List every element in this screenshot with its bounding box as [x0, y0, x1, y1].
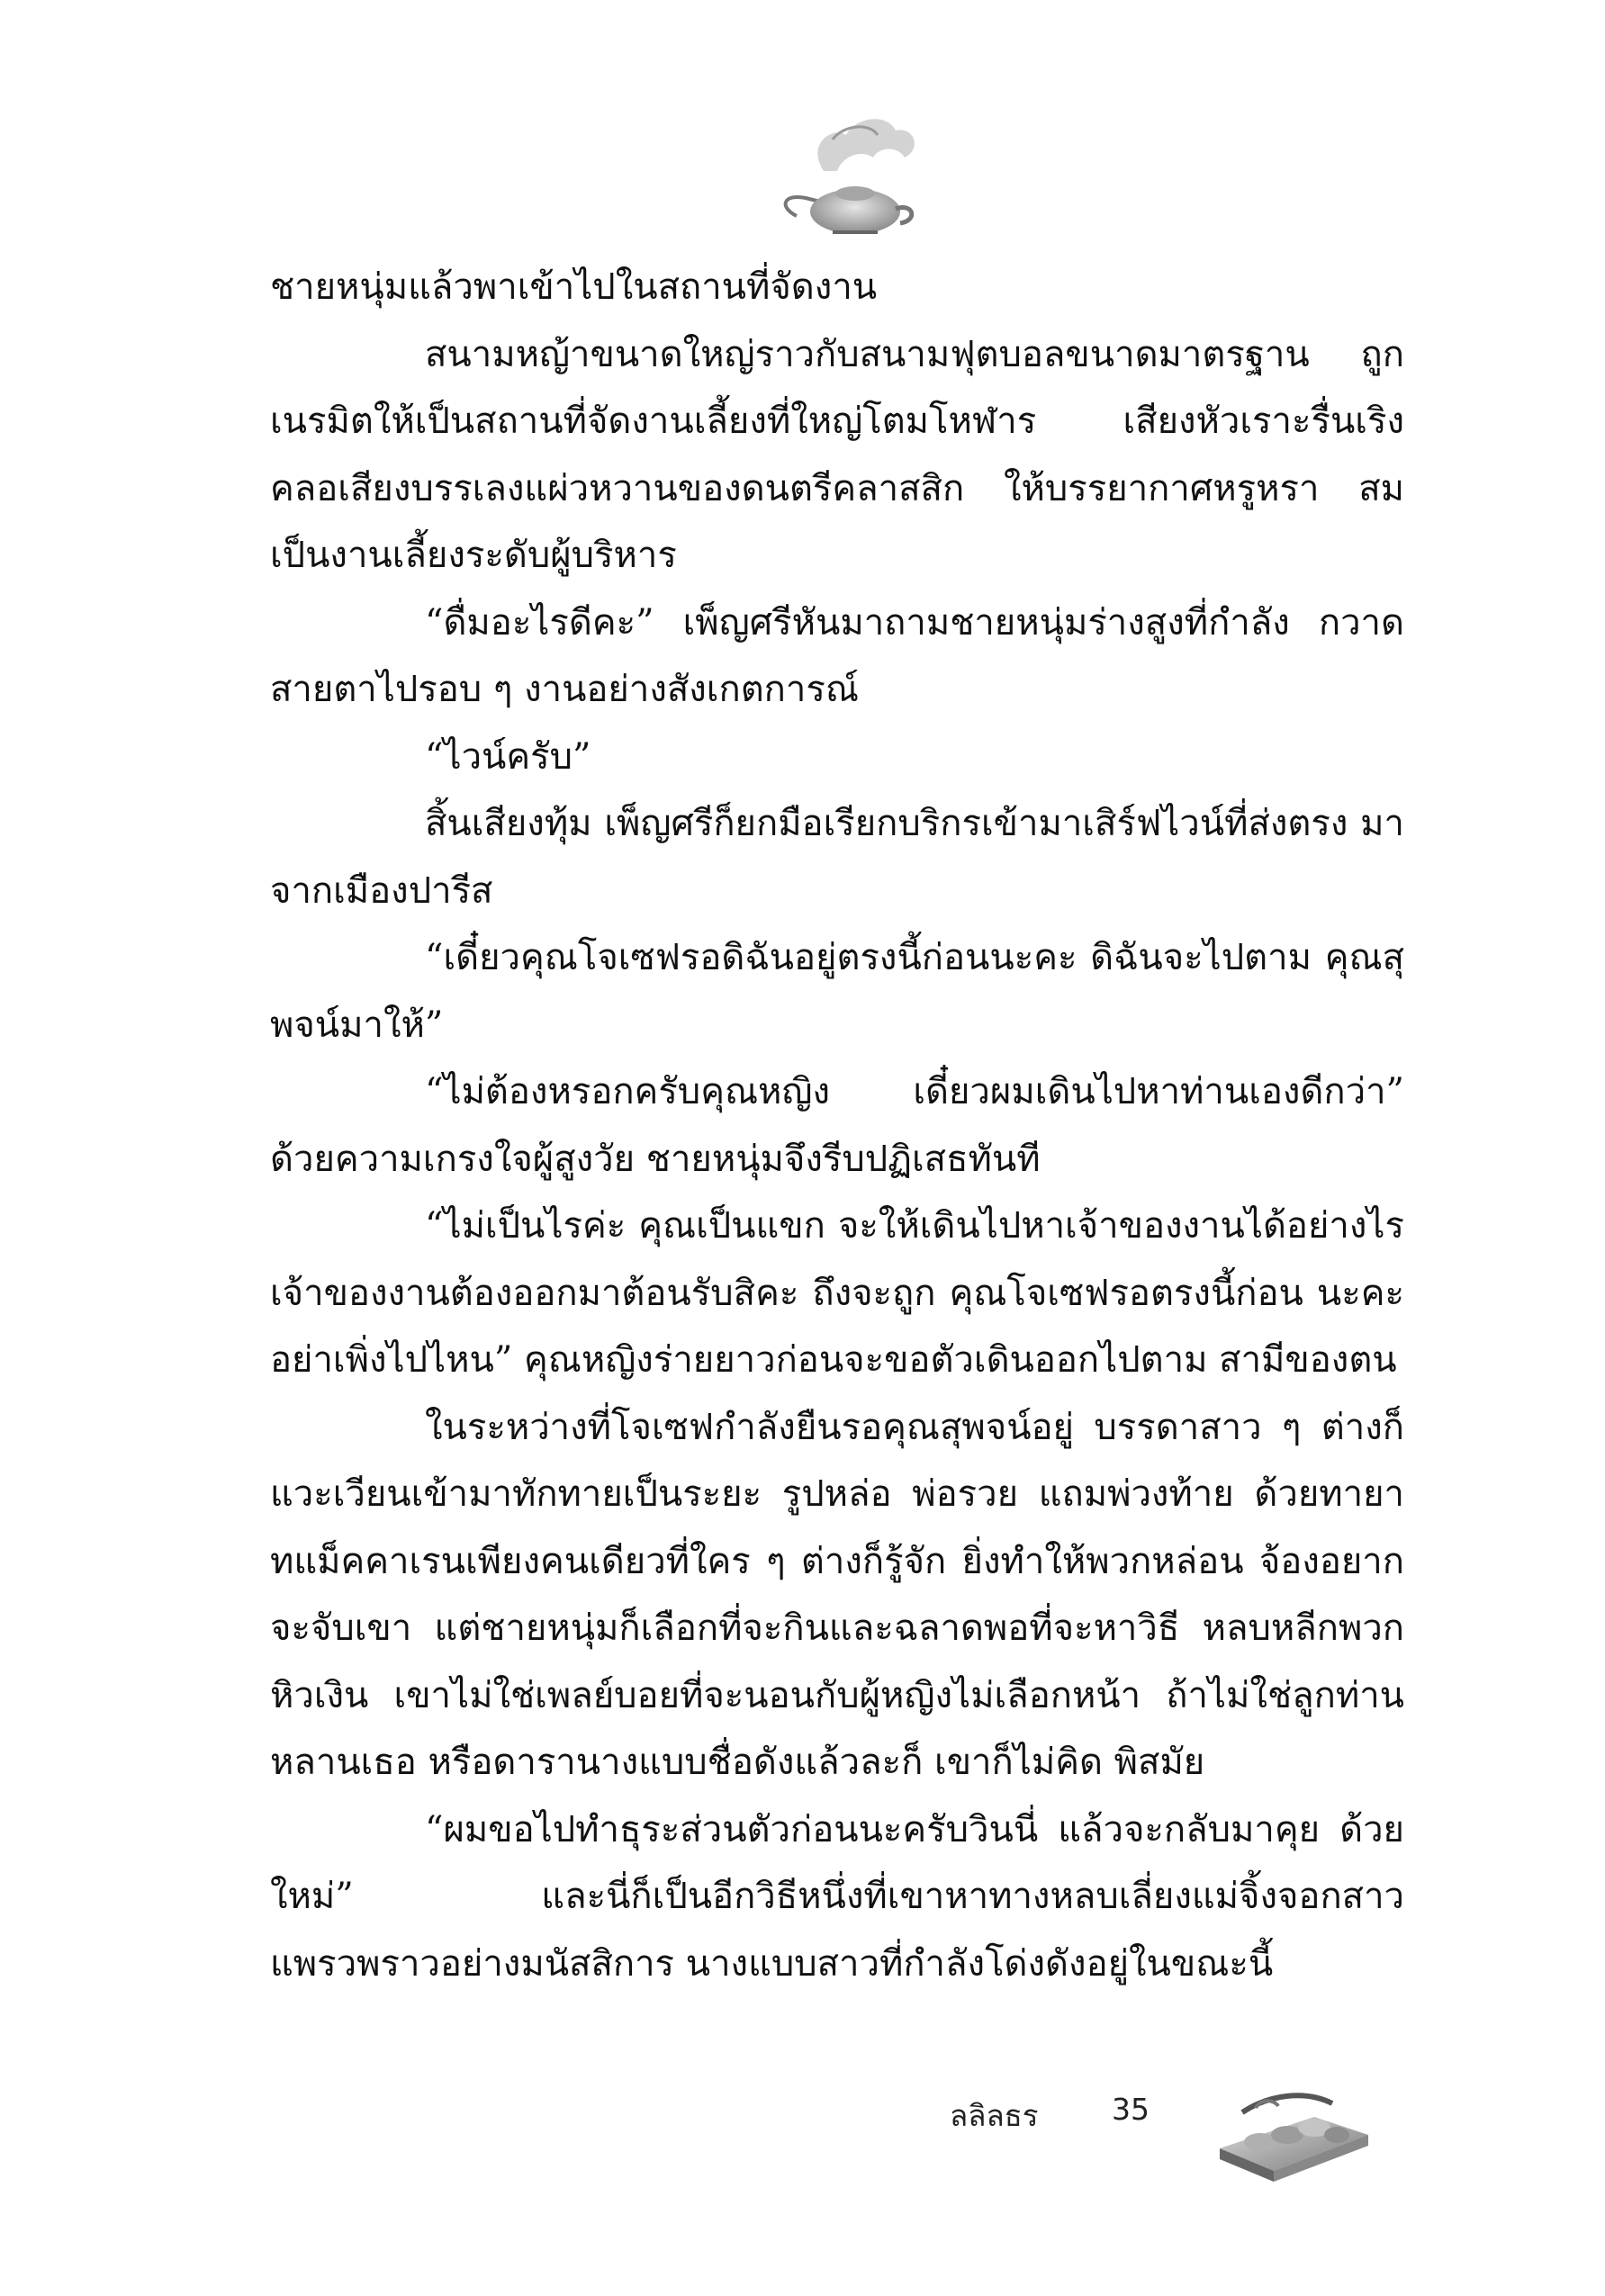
page-footer — [0, 2063, 1605, 2198]
paragraph-10: “ผมขอไปทำธุระส่วนตัวก่อนนะครับวินนี่ แล้วจะกลับมาคุย ด้วยใหม่” และนี่ก็เป็นอีกวิธีหนึ่งที่เขาหาทางหลบเลี่ยงแม่จิ้งจอกสาว แพรวพราวอย่างมนัสสิการ นางแบบสาวที่กำลังโด่งดังอยู่ในขณะนี้ — [270, 1808, 1404, 1985]
chapter-body — [270, 254, 1404, 1997]
paragraph-5: สิ้นเสียงทุ้ม เพ็ญศรีก็ยกมือเรียกบริกรเข้ามาเสิร์ฟไวน์ที่ส่งตรง มาจากเมืองปารีส — [270, 803, 1404, 912]
teapot-lamp-icon — [770, 108, 932, 252]
paragraph-3: “ดื่มอะไรดีคะ” เพ็ญศรีหันมาถามชายหนุ่มร่างสูงที่กำลัง กวาดสายตาไปรอบ ๆ งานอย่างสังเกตการณ์ — [270, 601, 1404, 710]
paragraph-4: “ไวน์ครับ” — [425, 735, 591, 778]
paragraph-1: ชายหนุ่มแล้วพาเข้าไปในสถานที่จัดงาน — [270, 266, 878, 308]
paragraph-6: “เดี๋ยวคุณโจเซฟรอดิฉันอยู่ตรงนี้ก่อนนะคะ ดิฉันจะไปตาม คุณสุพจน์มาให้” — [270, 937, 1404, 1046]
paragraph-7: “ไม่ต้องหรอกครับคุณหญิง เดี๋ยวผมเดินไปหาท่านเองดีกว่า” ด้วยความเกรงใจผู้สูงวัย ชายหนุ่มจึงรีบปฏิเสธทันที — [270, 1071, 1404, 1180]
author-name: ลลิลธร — [950, 2098, 1039, 2133]
paragraph-8: “ไม่เป็นไรค่ะ คุณเป็นแขก จะให้เดินไปหาเจ้าของงานได้อย่างไร เจ้าของงานต้องออกมาต้อนรับสิคะ ถึงจะถูก คุณโจเซฟรอตรงนี้ก่อน นะคะ อย่าเพิ่งไปไหน” คุณหญิงร่ายยาวก่อนจะขอตัวเดินออกไปตาม สามีของตน — [270, 1205, 1404, 1381]
page-number: 35 — [1112, 2092, 1150, 2127]
sushi-plate-icon — [1206, 2063, 1377, 2198]
paragraph-9: ในระหว่างที่โจเซฟกำลังยืนรอคุณสุพจน์อยู่ บรรดาสาว ๆ ต่างก็แวะเวียนเข้ามาทักทายเป็นระยะ รูปหล่อ พ่อรวย แถมพ่วงท้าย ด้วยทายาทแม็คคาเรนเพียงคนเดียวที่ใคร ๆ ต่างก็รู้จัก ยิ่งทำให้พวกหล่อน จ้องอยากจะจับเขา แต่ชายหนุ่มก็เลือกที่จะกินและฉลาดพอที่จะหาวิธี หลบหลีกพวกหิวเงิน เขาไม่ใช่เพลย์บอยที่จะนอนกับผู้หญิงไม่เลือกหน้า ถ้าไม่ใช่ลูกท่านหลานเธอ หรือดารานางแบบชื่อดังแล้วละก็ เขาก็ไม่คิด พิสมัย — [270, 1406, 1404, 1783]
paragraph-2: สนามหญ้าขนาดใหญ่ราวกับสนามฟุตบอลขนาดมาตรฐาน ถูกเนรมิตให้เป็นสถานที่จัดงานเลี้ยงที่ใหญ่โตมโหฬาร เสียงหัวเราะรื่นเริง คลอเสียงบรรเลงแผ่วหวานของดนตรีคลาสสิก ให้บรรยากาศหรูหรา สมเป็นงานเลี้ยงระดับผู้บริหาร — [270, 333, 1404, 576]
